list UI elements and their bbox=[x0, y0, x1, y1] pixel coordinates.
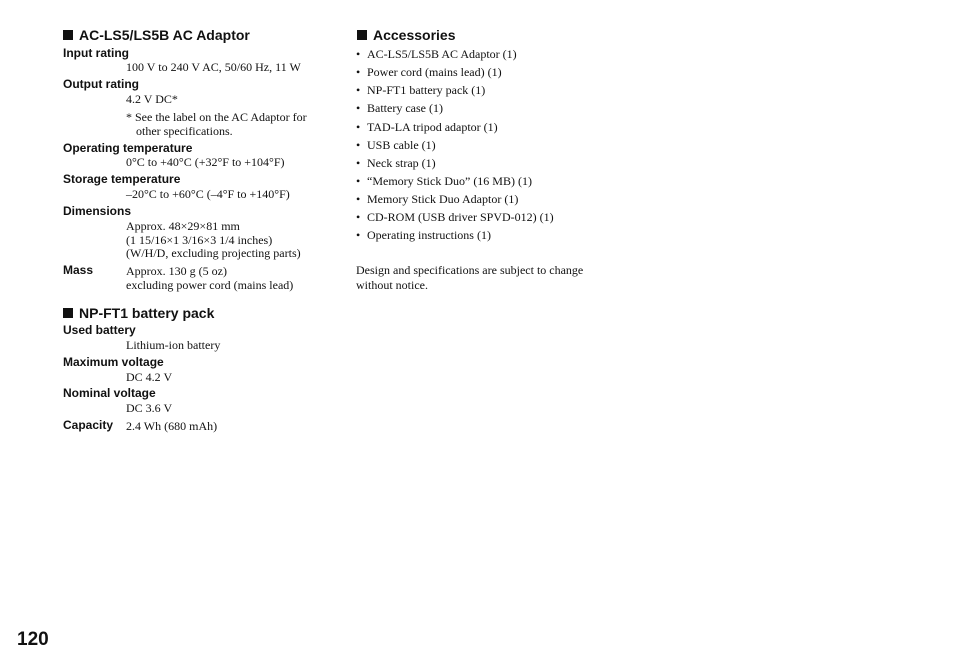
square-bullet-icon bbox=[357, 30, 367, 40]
storage-temperature-label: Storage temperature bbox=[63, 172, 181, 186]
dimensions-label: Dimensions bbox=[63, 204, 132, 218]
page-number: 120 bbox=[17, 629, 49, 650]
mass-line-1: Approx. 130 g (5 oz) bbox=[126, 264, 227, 278]
bullet-icon: • bbox=[356, 192, 361, 206]
used-battery-label: Used battery bbox=[63, 323, 136, 337]
output-rating-value: 4.2 V DC* bbox=[126, 92, 178, 106]
operating-temperature-label: Operating temperature bbox=[63, 141, 193, 155]
input-rating-value: 100 V to 240 V AC, 50/60 Hz, 11 W bbox=[126, 60, 301, 74]
ac-adaptor-heading: AC-LS5/LS5B AC Adaptor bbox=[63, 27, 250, 43]
list-item: • AC-LS5/LS5B AC Adaptor (1) bbox=[356, 47, 517, 61]
dimensions-line-2: (1 15/16×1 3/16×3 1/4 inches) bbox=[126, 233, 273, 247]
output-note-line-1: * See the label on the AC Adaptor for bbox=[126, 110, 307, 124]
mass-label: Mass bbox=[63, 263, 94, 277]
list-item: • Memory Stick Duo Adaptor (1) bbox=[356, 192, 519, 206]
list-item: • Battery case (1) bbox=[356, 101, 443, 115]
bullet-icon: • bbox=[356, 65, 361, 79]
battery-pack-heading: NP-FT1 battery pack bbox=[63, 305, 214, 321]
output-rating-label: Output rating bbox=[63, 77, 139, 91]
bullet-icon: • bbox=[356, 156, 361, 170]
bullet-icon: • bbox=[356, 210, 361, 224]
disclaimer-line-2: without notice. bbox=[356, 278, 428, 292]
bullet-icon: • bbox=[356, 47, 361, 61]
accessories-heading: Accessories bbox=[357, 27, 456, 43]
maximum-voltage-value: DC 4.2 V bbox=[126, 370, 173, 384]
used-battery-value: Lithium-ion battery bbox=[126, 338, 221, 352]
bullet-icon: • bbox=[356, 138, 361, 152]
capacity-label: Capacity bbox=[63, 418, 114, 432]
operating-temperature-value: 0°C to +40°C (+32°F to +104°F) bbox=[126, 155, 285, 169]
list-item: • TAD-LA tripod adaptor (1) bbox=[356, 120, 498, 134]
disclaimer-line-1: Design and specifications are subject to change bbox=[356, 263, 584, 277]
list-item: • USB cable (1) bbox=[356, 138, 436, 152]
mass-line-2: excluding power cord (mains lead) bbox=[126, 278, 294, 292]
input-rating-label: Input rating bbox=[63, 46, 129, 60]
dimensions-line-3: (W/H/D, excluding projecting parts) bbox=[126, 246, 301, 260]
list-item: • “Memory Stick Duo” (16 MB) (1) bbox=[356, 174, 532, 188]
nominal-voltage-label: Nominal voltage bbox=[63, 386, 156, 400]
square-bullet-icon bbox=[63, 30, 73, 40]
bullet-icon: • bbox=[356, 101, 361, 115]
bullet-icon: • bbox=[356, 174, 361, 188]
list-item: • NP-FT1 battery pack (1) bbox=[356, 83, 486, 97]
capacity-value: 2.4 Wh (680 mAh) bbox=[126, 419, 218, 433]
list-item: • CD-ROM (USB driver SPVD-012) (1) bbox=[356, 210, 554, 224]
bullet-icon: • bbox=[356, 228, 361, 242]
list-item: • Power cord (mains lead) (1) bbox=[356, 65, 502, 79]
bullet-icon: • bbox=[356, 120, 361, 134]
dimensions-line-1: Approx. 48×29×81 mm bbox=[126, 219, 240, 233]
nominal-voltage-value: DC 3.6 V bbox=[126, 401, 173, 415]
maximum-voltage-label: Maximum voltage bbox=[63, 355, 164, 369]
list-item: • Operating instructions (1) bbox=[356, 228, 491, 242]
storage-temperature-value: –20°C to +60°C (–4°F to +140°F) bbox=[126, 187, 290, 201]
square-bullet-icon bbox=[63, 308, 73, 318]
bullet-icon: • bbox=[356, 83, 361, 97]
output-note-line-2: other specifications. bbox=[136, 124, 233, 138]
list-item: • Neck strap (1) bbox=[356, 156, 436, 170]
